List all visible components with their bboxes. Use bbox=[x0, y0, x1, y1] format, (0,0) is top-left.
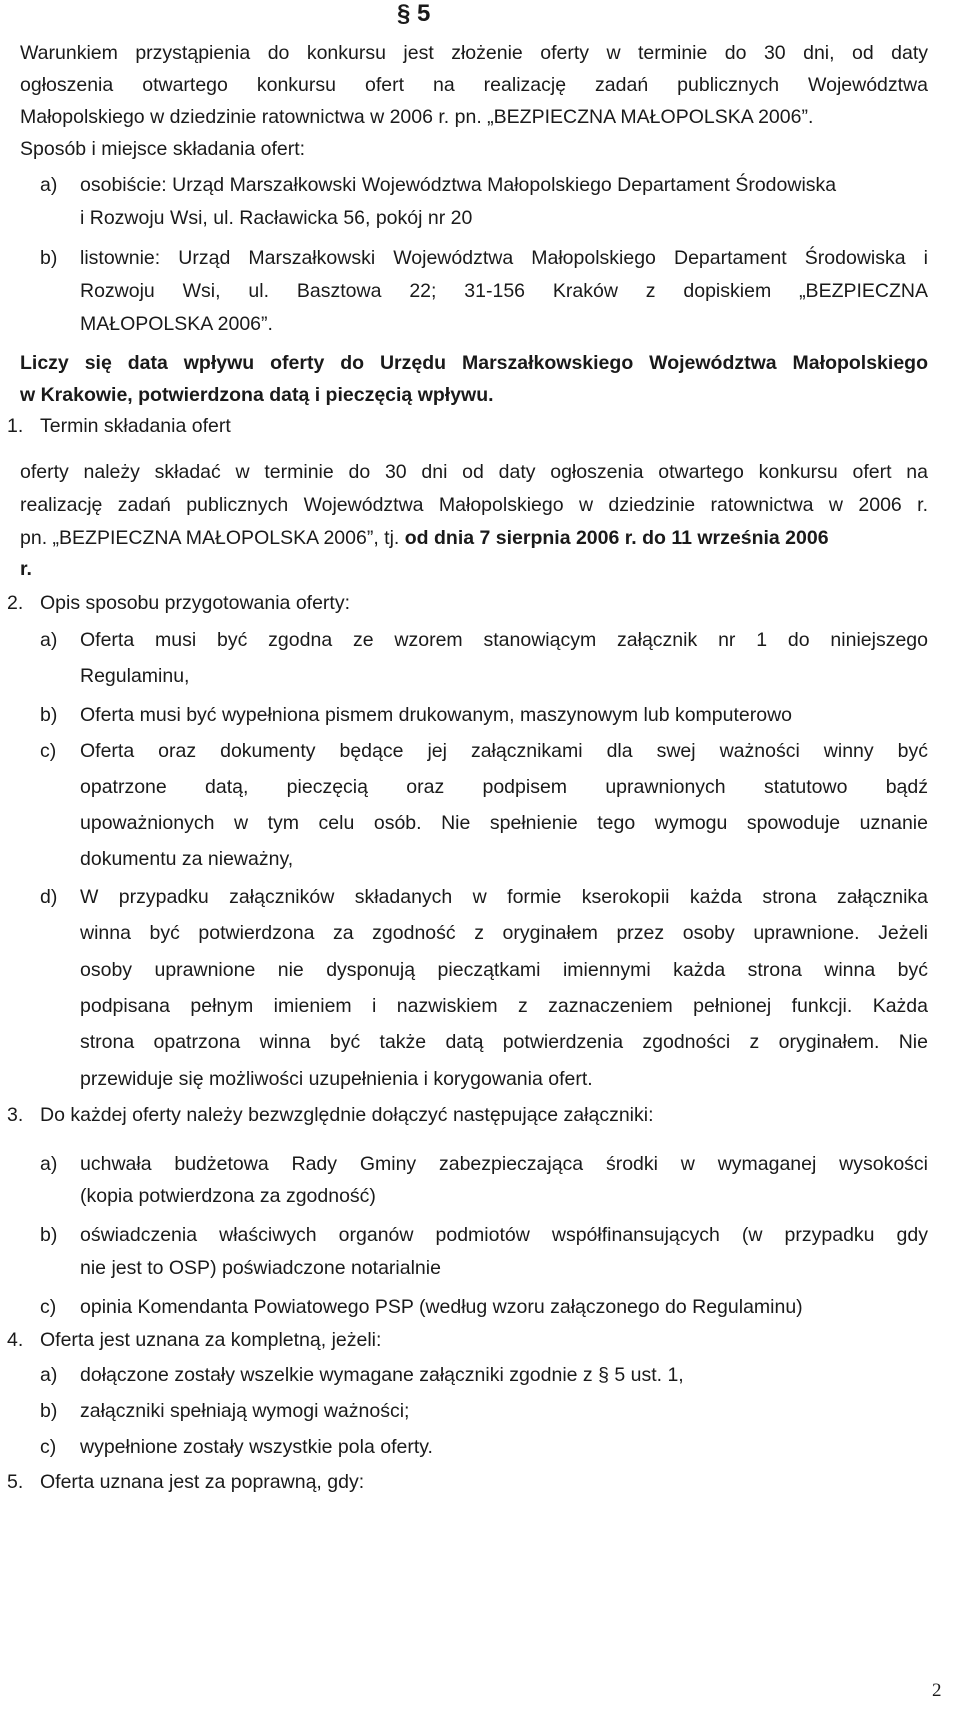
point-4-label: 4. bbox=[7, 1329, 24, 1351]
point-2-b-label: b) bbox=[40, 704, 58, 726]
submission-a-line-1: osobiście: Urząd Marszałkowski Województwa Małopolskiego Departament Środowiska bbox=[80, 174, 837, 196]
point-2-c-label: c) bbox=[40, 740, 57, 762]
bold-note-line-2: w Krakowie, potwierdzona datą i pieczęcią wpływu. bbox=[20, 384, 494, 406]
point-2-c-line-3: upoważnionych w tym celu osób. Nie spełnienie tego wymogu spowoduje uznanie bbox=[80, 812, 928, 834]
point-2-d-line-2: winna być potwierdzona za zgodność z oryginałem przez osoby uprawnione. Jeżeli bbox=[80, 922, 928, 944]
point-1-deadline: od dnia 7 sierpnia 2006 r. do 11 września 2006 bbox=[404, 527, 829, 549]
point-5-heading: Oferta uznana jest za poprawną, gdy: bbox=[40, 1471, 365, 1493]
point-1-line-3-plain: pn. „BEZPIECZNA MAŁOPOLSKA 2006”, tj. bbox=[20, 527, 400, 549]
point-4-b-line-1: załączniki spełniają wymogi ważności; bbox=[80, 1400, 410, 1422]
point-2-d-line-6: przewiduje się możliwości uzupełnienia i korygowania ofert. bbox=[80, 1068, 593, 1090]
point-3-b-line-2: nie jest to OSP) poświadczone notarialnie bbox=[80, 1257, 441, 1279]
point-2-c-line-4: dokumentu za nieważny, bbox=[80, 848, 294, 870]
point-3-c-label: c) bbox=[40, 1296, 57, 1318]
submission-a-label: a) bbox=[40, 174, 58, 196]
point-2-c-line-2: opatrzone datą, pieczęcią oraz podpisem uprawnionych statutowo bądź bbox=[80, 776, 928, 798]
point-1-line-3 bbox=[20, 525, 829, 551]
point-4-a-line-1: dołączone zostały wszelkie wymagane załączniki zgodnie z § 5 ust. 1, bbox=[80, 1364, 684, 1386]
point-3-label: 3. bbox=[7, 1104, 24, 1126]
intro-line-2: ogłoszenia otwartego konkursu ofert na realizację zadań publicznych Województwa bbox=[20, 74, 928, 96]
submission-b-line-3: MAŁOPOLSKA 2006”. bbox=[80, 313, 273, 335]
point-2-d-line-1: W przypadku załączników składanych w formie kserokopii każda strona załącznika bbox=[80, 886, 928, 908]
point-1-heading: Termin składania ofert bbox=[40, 415, 231, 437]
point-1-line-4: r. bbox=[20, 558, 32, 580]
point-2-heading: Opis sposobu przygotowania oferty: bbox=[40, 592, 351, 614]
submission-a-line-2: i Rozwoju Wsi, ul. Racławicka 56, pokój nr 20 bbox=[80, 207, 473, 229]
point-4-c-line-1: wypełnione zostały wszystkie pola oferty. bbox=[80, 1436, 433, 1458]
point-2-label: 2. bbox=[7, 592, 24, 614]
point-4-a-label: a) bbox=[40, 1364, 58, 1386]
point-2-d-line-4: podpisana pełnym imieniem i nazwiskiem z zaznaczeniem pełnionej funkcji. Każda bbox=[80, 995, 928, 1017]
submission-b-label: b) bbox=[40, 247, 58, 269]
point-1-label: 1. bbox=[7, 415, 24, 437]
point-2-c-line-1: Oferta oraz dokumenty będące jej załącznikami dla swej ważności winny być bbox=[80, 740, 928, 762]
point-3-b-line-1: oświadczenia właściwych organów podmiotów współfinansujących (w przypadku gdy bbox=[80, 1224, 928, 1246]
point-3-b-label: b) bbox=[40, 1224, 58, 1246]
point-4-c-label: c) bbox=[40, 1436, 57, 1458]
intro-line-1: Warunkiem przystąpienia do konkursu jest złożenie oferty w terminie do 30 dni, od daty bbox=[20, 42, 928, 64]
page-number: 2 bbox=[932, 1680, 942, 1701]
point-4-heading: Oferta jest uznana za kompletną, jeżeli: bbox=[40, 1329, 382, 1351]
point-4-b-label: b) bbox=[40, 1400, 58, 1422]
bold-note-line-1: Liczy się data wpływu oferty do Urzędu Marszałkowskiego Województwa Małopolskiego bbox=[20, 352, 928, 374]
point-3-a-line-2: (kopia potwierdzona za zgodność) bbox=[80, 1185, 376, 1207]
point-3-c-line-1: opinia Komendanta Powiatowego PSP (według wzoru załączonego do Regulaminu) bbox=[80, 1296, 803, 1318]
intro-line-3: Małopolskiego w dziedzinie ratownictwa w 2006 r. pn. „BEZPIECZNA MAŁOPOLSKA 2006”. bbox=[20, 106, 814, 128]
section-heading: § 5 bbox=[397, 0, 431, 27]
point-3-a-line-1: uchwała budżetowa Rady Gminy zabezpieczająca środki w wymaganej wysokości bbox=[80, 1153, 928, 1175]
point-2-d-line-5: strona opatrzona winna być także datą potwierdzenia zgodności z oryginałem. Nie bbox=[80, 1031, 928, 1053]
point-2-d-line-3: osoby uprawnione nie dysponują pieczątkami imiennymi każda strona winna być bbox=[80, 959, 928, 981]
point-1-line-1: oferty należy składać w terminie do 30 dni od daty ogłoszenia otwartego konkursu ofert na bbox=[20, 461, 928, 483]
submission-b-line-2: Rozwoju Wsi, ul. Basztowa 22; 31-156 Kraków z dopiskiem „BEZPIECZNA bbox=[80, 280, 928, 302]
point-5-label: 5. bbox=[7, 1471, 24, 1493]
point-3-heading: Do każdej oferty należy bezwzględnie dołączyć następujące załączniki: bbox=[40, 1104, 654, 1126]
submission-heading: Sposób i miejsce składania ofert: bbox=[20, 138, 306, 160]
point-2-b-line-1: Oferta musi być wypełniona pismem drukowanym, maszynowym lub komputerowo bbox=[80, 704, 793, 726]
point-1-line-2: realizację zadań publicznych Województwa Małopolskiego w dziedzinie ratownictwa w 2006 r. bbox=[20, 494, 928, 516]
point-2-a-line-1: Oferta musi być zgodna ze wzorem stanowiącym załącznik nr 1 do niniejszego bbox=[80, 629, 928, 651]
point-2-a-label: a) bbox=[40, 629, 58, 651]
point-2-d-label: d) bbox=[40, 886, 58, 908]
point-2-a-line-2: Regulaminu, bbox=[80, 665, 190, 687]
point-3-a-label: a) bbox=[40, 1153, 58, 1175]
submission-b-line-1: listownie: Urząd Marszałkowski Województwa Małopolskiego Departament Środowiska i bbox=[80, 247, 928, 269]
